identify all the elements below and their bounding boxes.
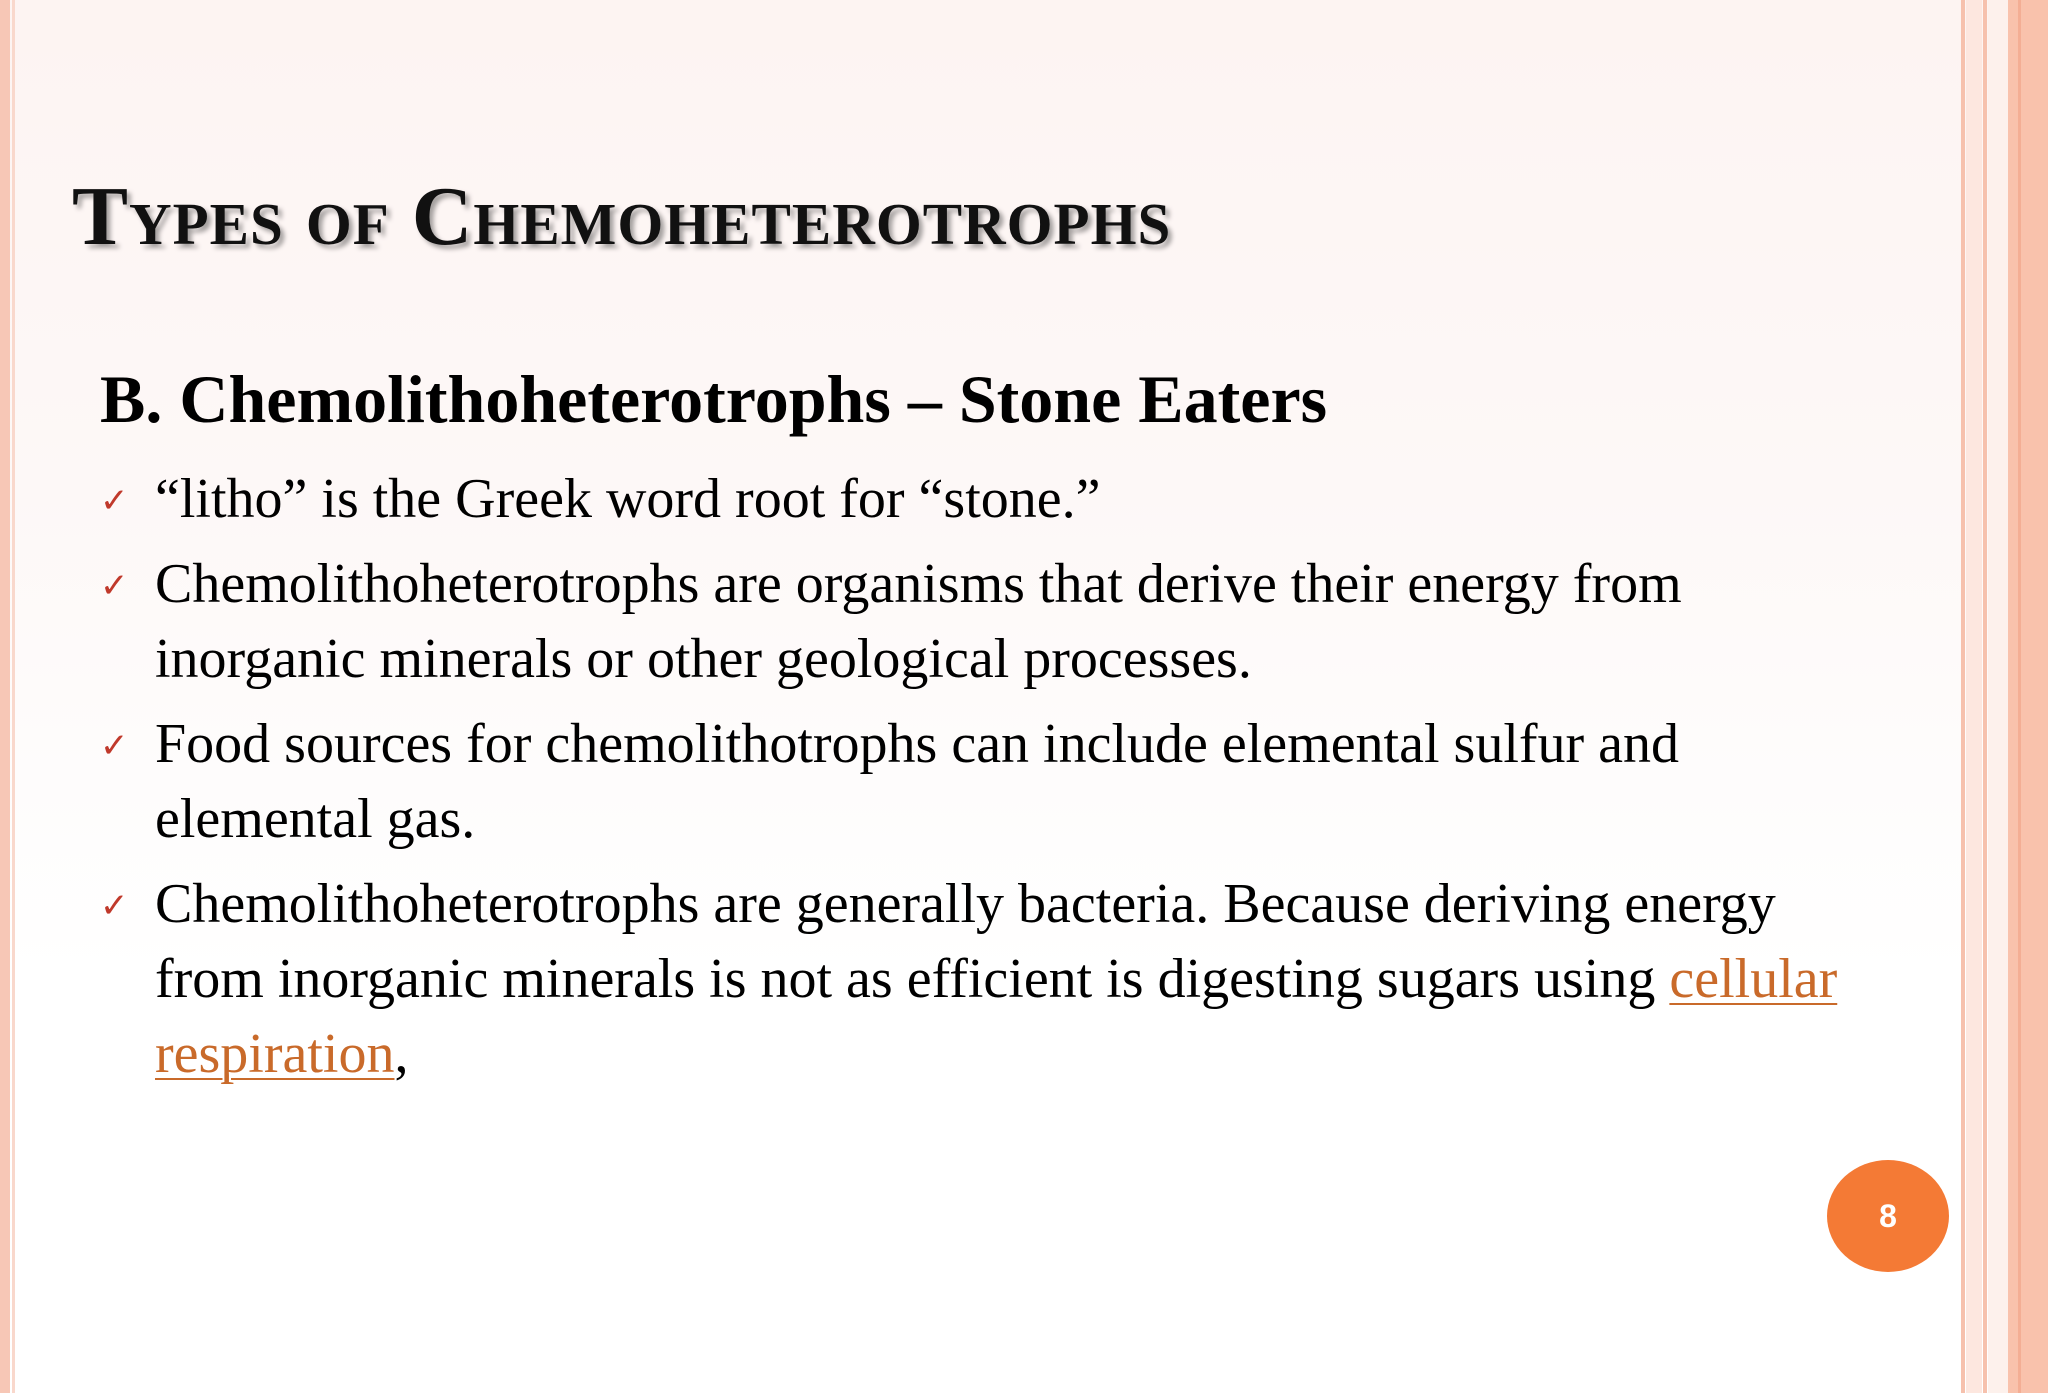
left-border-line [12,0,15,1393]
right-border-thick [2008,0,2048,1393]
bullet-item [100,462,1890,537]
right-border-line [1961,0,1965,1393]
page-number: 8 [1879,1197,1897,1234]
page-number-badge [1827,1160,1949,1272]
bullet-item [100,707,1890,857]
bullet-text: Chemolithoheterotrophs are organisms that derive their energy from inorganic minerals or other geological processes. [155,553,1682,690]
slide-title: Types of Chemoheterotrophs [72,170,1172,263]
section-heading: B. Chemolithoheterotrophs – Stone Eaters [100,361,1328,437]
checkmark-icon: ✓ [100,481,129,521]
bullet-text: Chemolithoheterotrophs are generally bacteria. Because deriving energy from inorganic minerals is not as efficient is digesting sugars using [155,873,1776,1010]
right-border-band [1966,0,1982,1393]
bullet-text: “litho” is the Greek word root for “stone.” [155,468,1101,530]
cellular-respiration-link[interactable]: cellular respiration [155,948,1838,1085]
right-border-line [2018,0,2021,1393]
left-border-strip [0,0,10,1393]
right-border-band [1988,0,2008,1393]
bullet-text-suffix: , [394,1023,409,1085]
checkmark-icon: ✓ [100,886,129,926]
checkmark-icon: ✓ [100,726,129,766]
bullet-list [100,462,1890,1102]
bullet-text: Food sources for chemolithotrophs can include elemental sulfur and elemental gas. [155,713,1680,850]
bullet-item [100,547,1890,697]
checkmark-icon: ✓ [100,566,129,606]
right-border-line [1983,0,1987,1393]
bullet-item [100,867,1890,1092]
